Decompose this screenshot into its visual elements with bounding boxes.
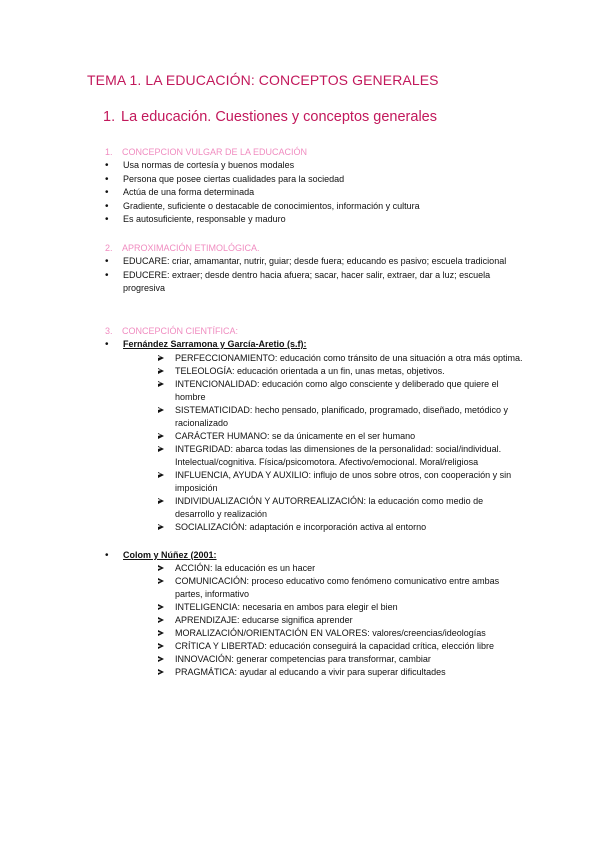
arrow-bullet-icon	[158, 656, 164, 662]
list-item: • EDUCERE: extraer; desde dentro hacia afuera; sacar, hacer salir, extraer, dar a luz; escuela progresiva	[105, 269, 525, 296]
item-text: SISTEMATICIDAD: hecho pensado, planificado, programado, diseñado, metódico y racionalizado	[175, 404, 509, 428]
list-item	[158, 469, 525, 495]
arrow-bullet-icon	[158, 472, 164, 478]
arrow-bullet-icon	[158, 407, 164, 413]
arrow-bullet-icon	[158, 524, 164, 530]
arrow-bullet-icon	[158, 368, 164, 374]
item-text: MORALIZACIÓN/ORIENTACIÓN EN VALORES: valores/creencias/ideologías	[175, 628, 486, 638]
item-text: INTENCIONALIDAD: educación como algo consciente y deliberado que quiere el hombre	[175, 378, 499, 402]
list-item: • EDUCARE: criar, amamantar, nutrir, guiar; desde fuera; educando es pasivo; escuela tradicional	[105, 255, 525, 269]
section-vulgar	[105, 145, 525, 227]
arrow-bullet-icon	[158, 617, 164, 623]
item-text: CRÍTICA Y LIBERTAD: educación conseguirá la capacidad crítica, elección libre	[175, 641, 494, 651]
list-item	[158, 443, 525, 469]
subsection-number: 2.	[105, 243, 113, 253]
list-item	[158, 575, 525, 601]
item-text: CARÁCTER HUMANO: se da únicamente en el ser humano	[175, 430, 416, 441]
list-item	[158, 378, 525, 404]
item-text: INFLUENCIA, AYUDA Y AUXILIO: influjo de unos sobre otros, con cooperación y sin imposición	[175, 469, 512, 493]
list-item	[158, 601, 525, 614]
subsection-title	[105, 324, 525, 338]
list-item: • Actúa de una forma determinada	[105, 186, 525, 200]
subsection-title	[105, 241, 525, 255]
list-item	[158, 666, 525, 679]
list-item	[158, 614, 525, 627]
author-item	[105, 338, 525, 534]
author-item	[105, 549, 525, 680]
author-list	[105, 338, 525, 679]
heading-number: 1.	[103, 109, 116, 125]
arrow-bullet-icon	[158, 630, 164, 636]
list-item	[158, 365, 525, 378]
arrow-bullet-icon	[158, 565, 164, 571]
item-text: INTELIGENCIA: necesaria en ambos para elegir el bien	[175, 602, 398, 612]
heading-text: La educación. Cuestiones y conceptos generales	[121, 109, 437, 125]
list-item	[158, 653, 525, 666]
item-text: PRAGMÁTICA: ayudar al educando a vivir para superar dificultades	[175, 667, 446, 677]
arrow-list	[123, 352, 525, 534]
item-text: INTEGRIDAD: abarca todas las dimensiones de la personalidad: social/individual. Intelectual/cognitiva. Física/psicomotora. Afectivo/emocional. Moral/religiosa	[175, 443, 502, 467]
section-heading	[103, 109, 437, 125]
author-name: Fernández Sarramona y García-Aretio (s.f):	[123, 339, 307, 349]
list-item	[158, 430, 525, 443]
item-text: INNOVACIÓN: generar competencias para transformar, cambiar	[175, 654, 431, 664]
subsection-title	[105, 145, 525, 159]
list-item: • Usa normas de cortesía y buenos modales	[105, 159, 525, 173]
list-item	[158, 627, 525, 640]
item-text: APRENDIZAJE: educarse significa aprender	[175, 615, 353, 625]
subsection-number: 1.	[105, 147, 113, 157]
bullet-list	[105, 159, 525, 227]
list-item	[158, 352, 525, 365]
subsection-number: 3.	[105, 326, 113, 336]
arrow-bullet-icon	[158, 578, 164, 584]
item-text: INDIVIDUALIZACIÓN Y AUTORREALIZACIÓN: la educación como medio de desarrollo y realización	[175, 495, 484, 519]
author-name: Colom y Núñez (2001:	[123, 549, 217, 560]
subsection-label: CONCEPCION VULGAR DE LA EDUCACIÓN	[122, 147, 308, 157]
arrow-bullet-icon	[158, 498, 164, 504]
list-item	[158, 404, 525, 430]
bullet-list	[105, 255, 525, 296]
list-item: • Persona que posee ciertas cualidades para la sociedad	[105, 173, 525, 187]
subsection-label: CONCEPCIÓN CIENTÍFICA:	[122, 326, 239, 336]
item-text: PERFECCIONAMIENTO: educación como tránsito de una situación a otra más optima.	[175, 352, 523, 363]
item-text: COMUNICACIÓN: proceso educativo como fenómeno comunicativo entre ambas partes, informativo	[175, 576, 500, 599]
arrow-bullet-icon	[158, 355, 164, 361]
section-cientifica	[105, 324, 525, 679]
list-item	[158, 562, 525, 575]
list-item	[158, 640, 525, 653]
list-item	[158, 521, 525, 534]
item-text: TELEOLOGÍA: educación orientada a un fin, unas metas, objetivos.	[175, 365, 445, 376]
list-item: • Es autosuficiente, responsable y maduro	[105, 213, 525, 227]
arrow-bullet-icon	[158, 433, 164, 439]
item-text: ACCIÓN: la educación es un hacer	[175, 563, 316, 573]
document-title: TEMA 1. LA EDUCACIÓN: CONCEPTOS GENERALES	[87, 72, 439, 88]
section-etimologica	[105, 241, 525, 296]
item-text: SOCIALIZACIÓN: adaptación e incorporación activa al entorno	[175, 521, 427, 532]
arrow-bullet-icon	[158, 446, 164, 452]
list-item	[158, 495, 525, 521]
arrow-bullet-icon	[158, 604, 164, 610]
arrow-bullet-icon	[158, 669, 164, 675]
list-item: • Gradiente, suficiente o destacable de conocimientos, información y cultura	[105, 200, 525, 214]
arrow-bullet-icon	[158, 643, 164, 649]
arrow-list	[123, 562, 525, 679]
arrow-bullet-icon	[158, 381, 164, 387]
subsection-label: APROXIMACIÓN ETIMOLÓGICA.	[122, 243, 260, 253]
